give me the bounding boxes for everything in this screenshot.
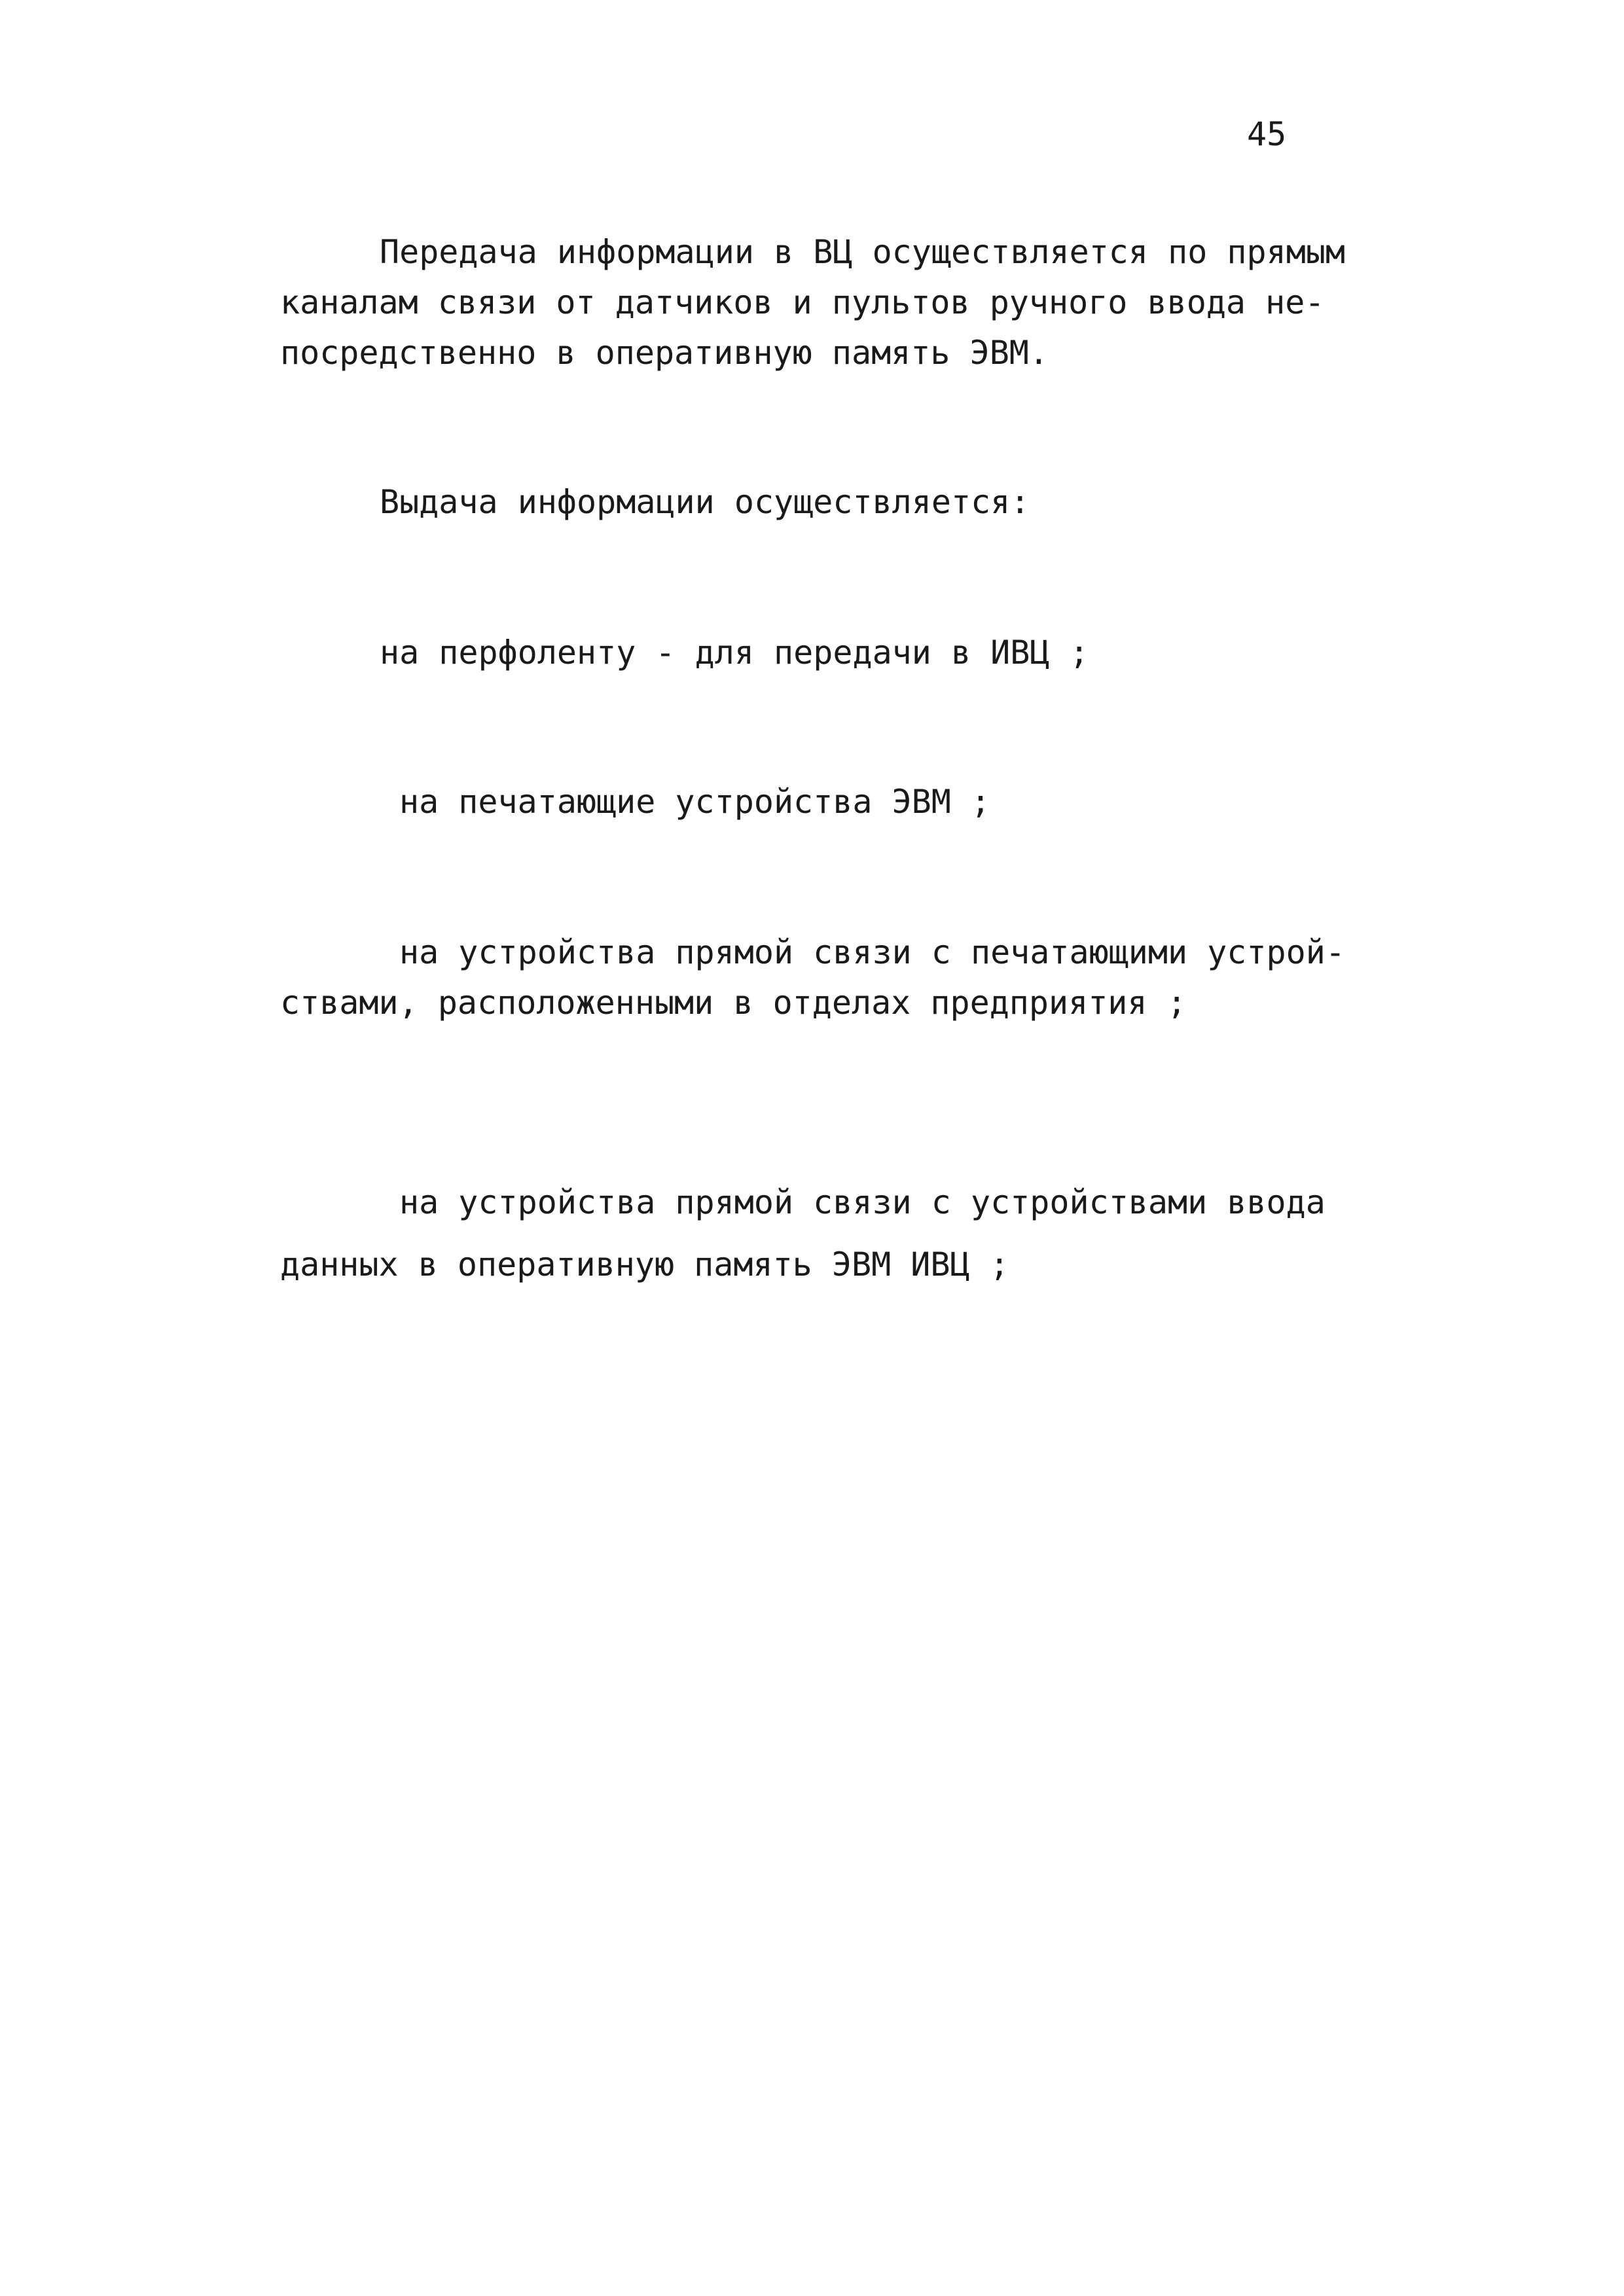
page-number: 45 (1247, 115, 1287, 153)
text-line: на перфоленту - для передачи в ИВЦ ; (380, 634, 1089, 672)
text-line: данных в оперативную память ЭВМ ИВЦ ; (280, 1246, 1009, 1283)
text-line: посредственно в оперативную память ЭВМ. (280, 334, 1049, 372)
text-line: на печатающие устройства ЭВМ ; (399, 783, 991, 821)
text-line: Выдача информации осуществляется: (380, 483, 1030, 521)
text-line: на устройства прямой связи с печатающими устрой- (399, 933, 1345, 971)
text-line: ствами, расположенными в отделах предприятия ; (280, 984, 1187, 1022)
text-line: на устройства прямой связи с устройствами ввода (399, 1183, 1326, 1221)
text-line: каналам связи от датчиков и пультов ручного ввода не- (280, 283, 1325, 321)
text-line: Передача информации в ВЦ осуществляется по прямым (380, 233, 1346, 271)
